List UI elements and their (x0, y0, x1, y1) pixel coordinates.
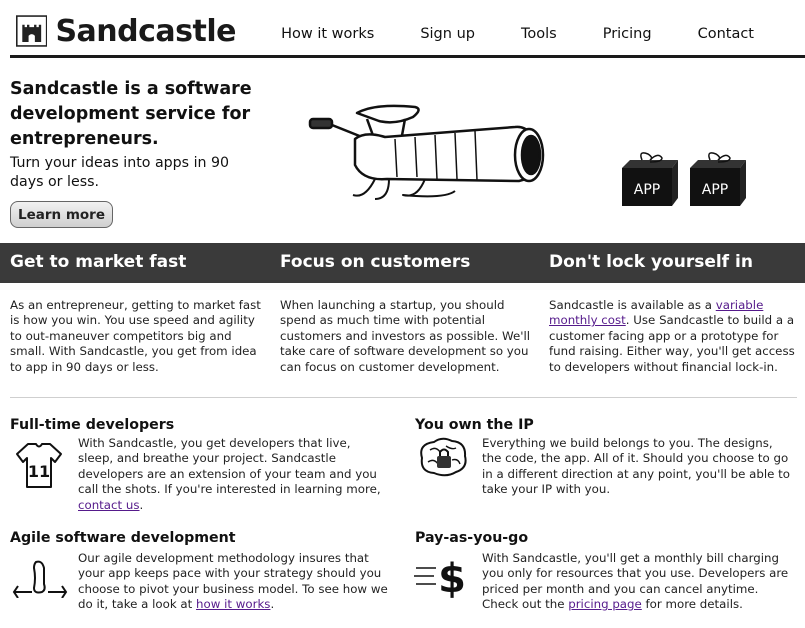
text-segment: . Use Sandcastle to build a a customer facing app or a prototype for fund raising. Either way, you'll get access to developers without financial lock-in. (549, 313, 795, 374)
pivot-foot-icon (10, 558, 70, 598)
feature-title-pay-as-you-go: Pay-as-you-go (415, 530, 529, 546)
pricing-page-link[interactable]: pricing page (568, 597, 642, 612)
app-box-label: APP (701, 182, 729, 198)
brand-logo[interactable] (16, 10, 236, 52)
app-box-1 (622, 153, 678, 206)
hero-title: Sandcastle is a software development service for entrepreneurs. (10, 79, 252, 149)
header-divider (10, 55, 805, 58)
jersey-icon (14, 440, 64, 490)
nav-tools[interactable]: Tools (520, 26, 557, 42)
column-focus-customers-text: When launching a startup, you should spend as much time with potential customers and investors as possible. We'll take care of software development so you can focus on customer development. (280, 298, 531, 374)
feature-text-agile (78, 551, 388, 613)
app-box-label: APP (633, 182, 661, 198)
heading-no-lock-in: Don't lock yourself in (549, 252, 753, 272)
feature-title-agile: Agile software development (10, 530, 236, 546)
main-nav (258, 26, 805, 52)
column-no-lock-in-text (549, 298, 801, 375)
heading-focus-customers: Focus on customers (280, 252, 471, 272)
svg-text:$: $ (438, 556, 466, 600)
text-segment: With Sandcastle, you'll get a monthly bill charging you only for resources that you use. Developers are priced per month and you can cancel anytime. Check out the (482, 551, 789, 612)
dollar-speed-icon (414, 552, 470, 600)
feature-text-full-time (78, 436, 388, 513)
how-it-works-link[interactable]: how it works (196, 597, 271, 612)
jersey-number: 11 (27, 462, 51, 481)
text-segment: With Sandcastle, you get developers that live, sleep, and breathe your project. Sandcastle developers are an extension of your team and you call the shots. If you're interested in learning more, (78, 436, 381, 497)
feature-title-full-time: Full-time developers (10, 417, 175, 433)
nav-contact[interactable]: Contact (697, 26, 754, 42)
text-segment: Our agile development methodology insures that your app keeps pace with your strategy should you choose to pivot your business model. To see how we do it, take a look at (78, 551, 388, 612)
castle-icon (16, 11, 47, 51)
text-segment: Sandcastle is available as a (549, 298, 716, 312)
feature-title-own-ip: You own the IP (415, 417, 534, 433)
section-divider (10, 397, 797, 398)
learn-more-button[interactable]: Learn more (10, 201, 113, 228)
contact-us-link[interactable]: contact us (78, 497, 140, 512)
nav-pricing[interactable]: Pricing (602, 26, 652, 42)
heading-market-fast: Get to market fast (10, 252, 187, 272)
variable-cost-link[interactable]: variable monthly cost (549, 298, 764, 328)
meat-grinder-icon (305, 95, 565, 205)
hero-subtitle: Turn your ideas into apps in 90 days or less. (10, 155, 230, 190)
nav-how-it-works[interactable]: How it works (281, 26, 375, 42)
text-segment: . (139, 497, 144, 512)
text-segment: . (270, 597, 275, 612)
app-box-icons (618, 150, 748, 210)
nav-sign-up[interactable]: Sign up (420, 26, 475, 42)
brain-lock-icon (416, 436, 470, 478)
text-segment: for more details. (641, 597, 743, 612)
site-header (0, 0, 805, 58)
app-box-2 (690, 153, 746, 206)
brand-name: Sandcastle (55, 13, 236, 49)
column-market-fast-text: As an entrepreneur, getting to market fast is how you win. You use speed and agility to out-maneuver competitors big and small. With Sandcastle, you get from idea to app in 90 days or less. (10, 298, 261, 374)
feature-text-pay-as-you-go (482, 551, 792, 613)
feature-text-own-ip: Everything we build belongs to you. The designs, the code, the app. All of it. Should you choose to go in a different direction at any point, you'll be able to take your IP with you. (482, 436, 790, 497)
